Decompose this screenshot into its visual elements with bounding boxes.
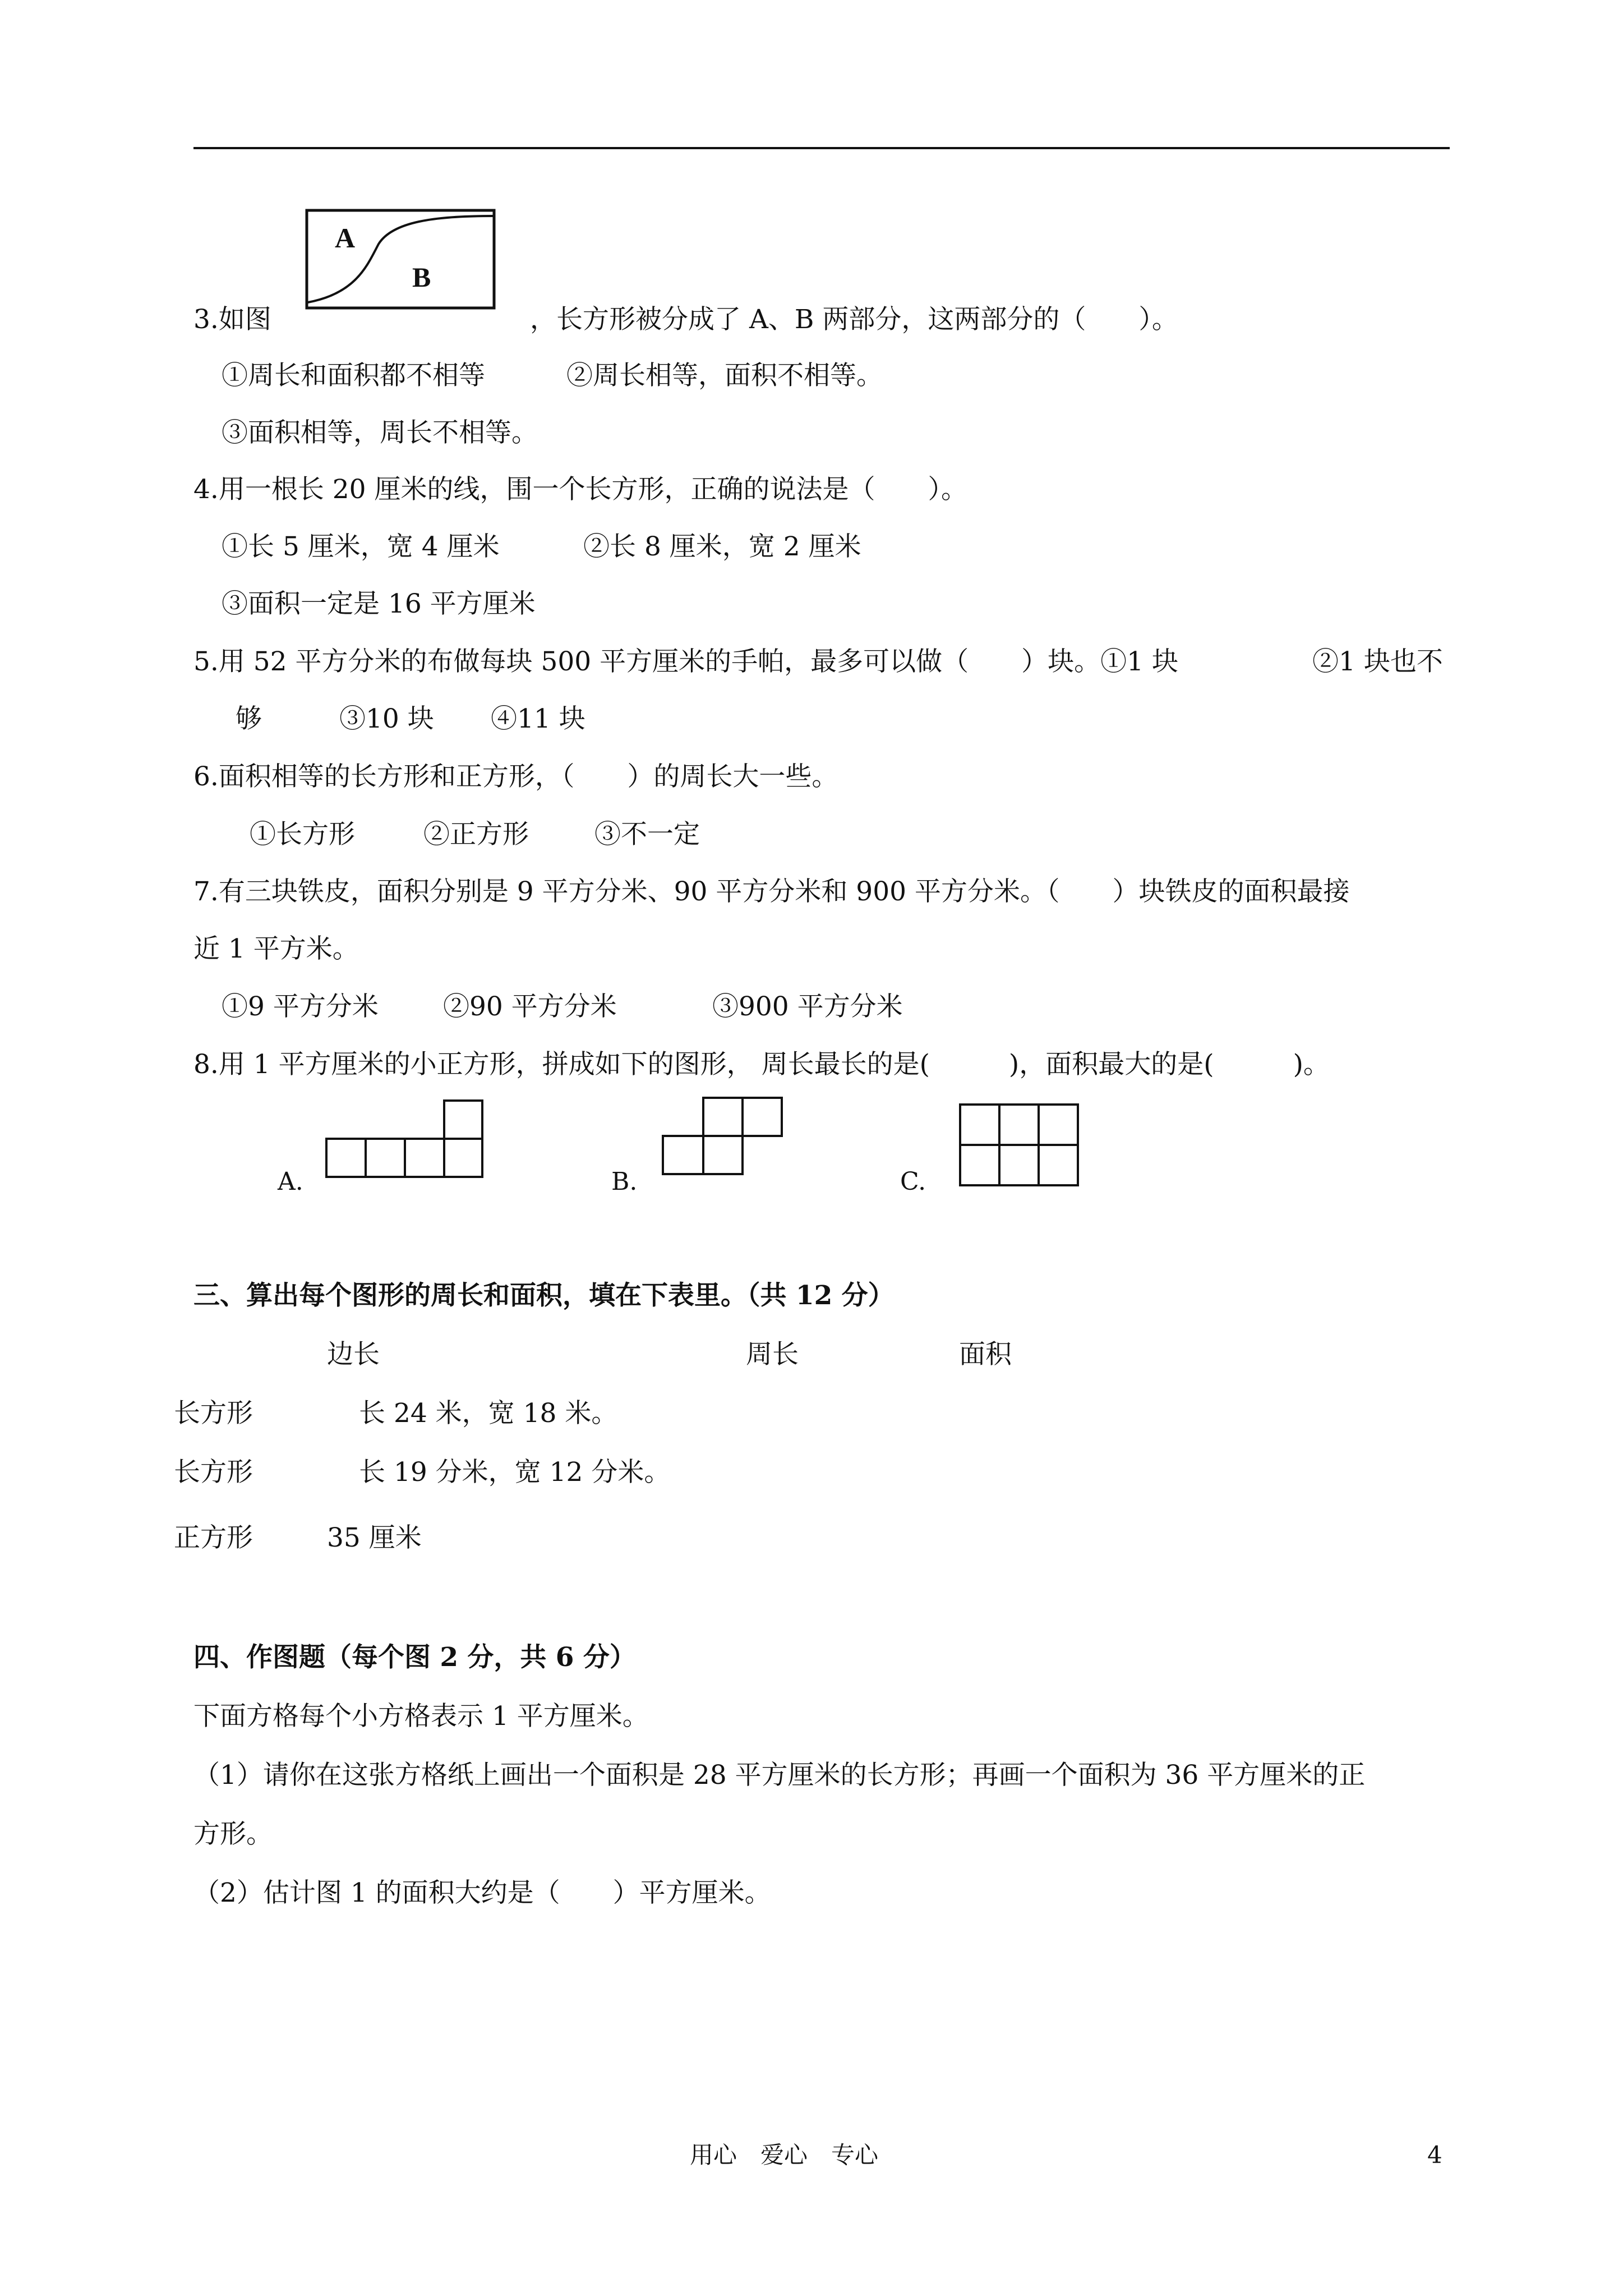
shape-b-grid	[662, 1097, 783, 1175]
q5-stem-line1: 5.用 52 平方分米的布做每块 500 平方厘米的手帕，最多可以做（ ）块。①1 块	[193, 646, 1178, 677]
footer-slogan: 用心 爱心 专心	[690, 2141, 879, 2169]
q3-stem-suffix: ，长方形被分成了 A、B 两部分，这两部分的（ ）。	[530, 304, 1178, 335]
q3-option-1: ①周长和面积都不相等	[222, 360, 485, 391]
section3-title: 三、算出每个图形的周长和面积，填在下表里。（共 12 分）	[193, 1280, 895, 1311]
q7-option-1: ①9 平方分米	[222, 991, 379, 1022]
header-rule	[193, 147, 1450, 149]
q5-stem-line2: 够	[236, 703, 262, 734]
table-header-area: 面积	[959, 1339, 1012, 1370]
q8-stem: 8.用 1 平方厘米的小正方形，拼成如下的图形， 周长最长的是( )，面积最大的是( )。	[193, 1049, 1330, 1080]
q6-option-2: ②正方形	[423, 819, 529, 850]
shape-b-label: B.	[611, 1167, 638, 1196]
table-header-perimeter: 周长	[746, 1339, 799, 1370]
page-number: 4	[1427, 2141, 1442, 2169]
table-row-2-shape: 长方形	[174, 1457, 253, 1488]
section4-item2: （2）估计图 1 的面积大约是（ ）平方厘米。	[193, 1878, 771, 1908]
figure-label-b: B	[412, 261, 431, 293]
section4-item1-line2: 方形。	[193, 1819, 273, 1849]
table-header-side: 边长	[327, 1339, 380, 1370]
shape-a-grid	[325, 1099, 483, 1178]
table-row-3-shape: 正方形	[174, 1522, 253, 1553]
shape-c-label: C.	[900, 1167, 926, 1196]
q5-option-2: ②1 块也不	[1312, 646, 1443, 677]
q4-stem: 4.用一根长 20 厘米的线，围一个长方形，正确的说法是（ ）。	[193, 474, 968, 505]
q3-prefix: 3.如图	[193, 304, 271, 335]
section4-intro: 下面方格每个小方格表示 1 平方厘米。	[193, 1701, 649, 1732]
shape-c-grid	[959, 1103, 1079, 1186]
section4-title: 四、作图题（每个图 2 分，共 6 分）	[193, 1642, 636, 1673]
shape-a-label: A.	[278, 1167, 303, 1196]
q4-option-2: ②长 8 厘米，宽 2 厘米	[583, 531, 861, 562]
q6-stem: 6.面积相等的长方形和正方形，（ ）的周长大一些。	[193, 761, 838, 792]
table-row-1-shape: 长方形	[174, 1398, 253, 1429]
section4-item1-line1: （1）请你在这张方格纸上画出一个面积是 28 平方厘米的长方形；再画一个面积为 36 平方厘米的正	[193, 1760, 1366, 1791]
q4-option-1: ①长 5 厘米，宽 4 厘米	[222, 531, 500, 562]
q5-option-3: ③10 块	[339, 703, 434, 734]
q3-rectangle-figure	[306, 209, 496, 310]
q3-option-2: ②周长相等，面积不相等。	[566, 360, 883, 391]
q7-stem-line2: 近 1 平方米。	[193, 933, 359, 964]
table-row-1-side: 长 24 米，宽 18 米。	[359, 1398, 618, 1429]
q3-option-3: ③面积相等，周长不相等。	[222, 417, 538, 448]
q6-option-1: ①长方形	[250, 819, 355, 850]
q7-option-3: ③900 平方分米	[712, 991, 903, 1022]
q7-option-2: ②90 平方分米	[443, 991, 617, 1022]
q5-option-4: ④11 块	[491, 703, 585, 734]
figure-label-a: A	[335, 222, 356, 254]
table-row-3-side: 35 厘米	[327, 1522, 422, 1553]
q6-option-3: ③不一定	[594, 819, 700, 850]
table-row-2-side: 长 19 分米，宽 12 分米。	[359, 1457, 671, 1488]
q7-stem-line1: 7.有三块铁皮，面积分别是 9 平方分米、90 平方分米和 900 平方分米。（ ）块铁皮的面积最接	[193, 876, 1350, 907]
q4-option-3: ③面积一定是 16 平方厘米	[222, 588, 536, 619]
